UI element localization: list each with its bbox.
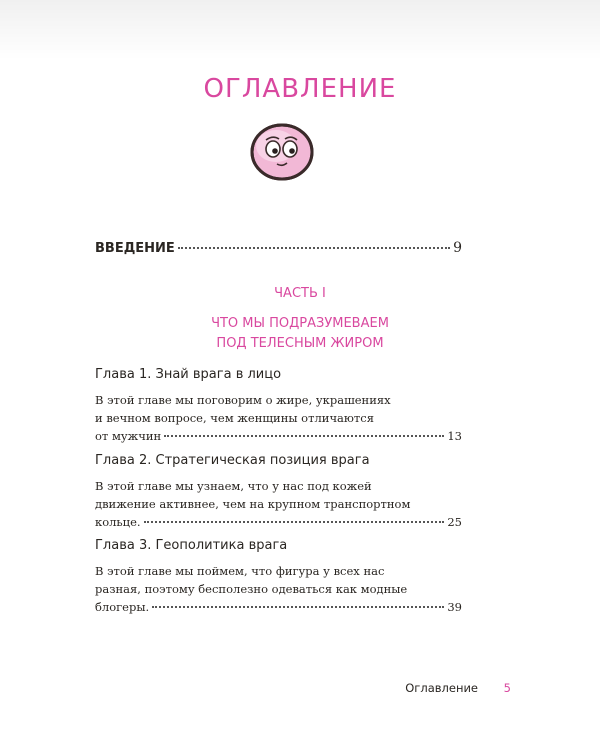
page-title: ОГЛАВЛЕНИЕ: [203, 74, 397, 104]
previous-page-bleed: [0, 0, 600, 60]
part-title-line: ЧТО МЫ ПОДРАЗУМЕВАЕМ: [211, 316, 389, 331]
footer-page-number: 5: [503, 681, 511, 695]
dot-leader: [164, 434, 444, 437]
part-title: [0, 314, 600, 354]
description-line: В этой главе мы поговорим о жире, украшениях: [95, 393, 391, 407]
toc-entry-label: ВВЕДЕНИЕ: [95, 241, 175, 256]
dot-leader: [144, 520, 445, 523]
description-last-line: [95, 513, 462, 531]
description-line: блогеры.: [95, 600, 150, 614]
chapter-title: Глава 3. Геополитика врага: [95, 538, 288, 553]
description-last-line: [95, 598, 462, 616]
chapter-page: 25: [447, 515, 462, 529]
chapter-title: Глава 1. Знай врага в лицо: [95, 367, 282, 382]
toc-chapter-3[interactable]: [95, 538, 475, 616]
toc-entry-intro[interactable]: [95, 240, 462, 256]
footer-section-label: Оглавление: [405, 681, 479, 695]
page-footer: [405, 681, 511, 695]
toc-entry-page: 9: [453, 240, 462, 256]
toc-chapter-1[interactable]: [95, 367, 475, 445]
pink-blob-character-icon: [246, 116, 318, 186]
part-label: ЧАСТЬ I: [274, 286, 326, 301]
chapter-title: Глава 2. Стратегическая позиция врага: [95, 453, 370, 468]
description-line: от мужчин: [95, 429, 162, 443]
dot-leader: [152, 605, 444, 608]
description-line: В этой главе мы поймем, что фигура у всех нас: [95, 564, 385, 578]
chapter-page: 13: [447, 429, 462, 443]
chapter-description: [95, 562, 462, 616]
description-line: разная, поэтому бесполезно одеваться как модные: [95, 582, 408, 596]
toc-chapter-2[interactable]: [95, 453, 475, 531]
dot-leader: [178, 246, 450, 249]
description-line: кольце.: [95, 515, 141, 529]
part-title-line: ПОД ТЕЛЕСНЫМ ЖИРОМ: [216, 336, 384, 351]
description-last-line: [95, 427, 462, 445]
description-line: движение активнее, чем на крупном транспортном: [95, 497, 411, 511]
description-line: и вечном вопросе, чем женщины отличаются: [95, 411, 374, 425]
chapter-page: 39: [447, 600, 462, 614]
chapter-description: [95, 477, 462, 531]
chapter-description: [95, 391, 462, 445]
description-line: В этой главе мы узнаем, что у нас под кожей: [95, 479, 372, 493]
